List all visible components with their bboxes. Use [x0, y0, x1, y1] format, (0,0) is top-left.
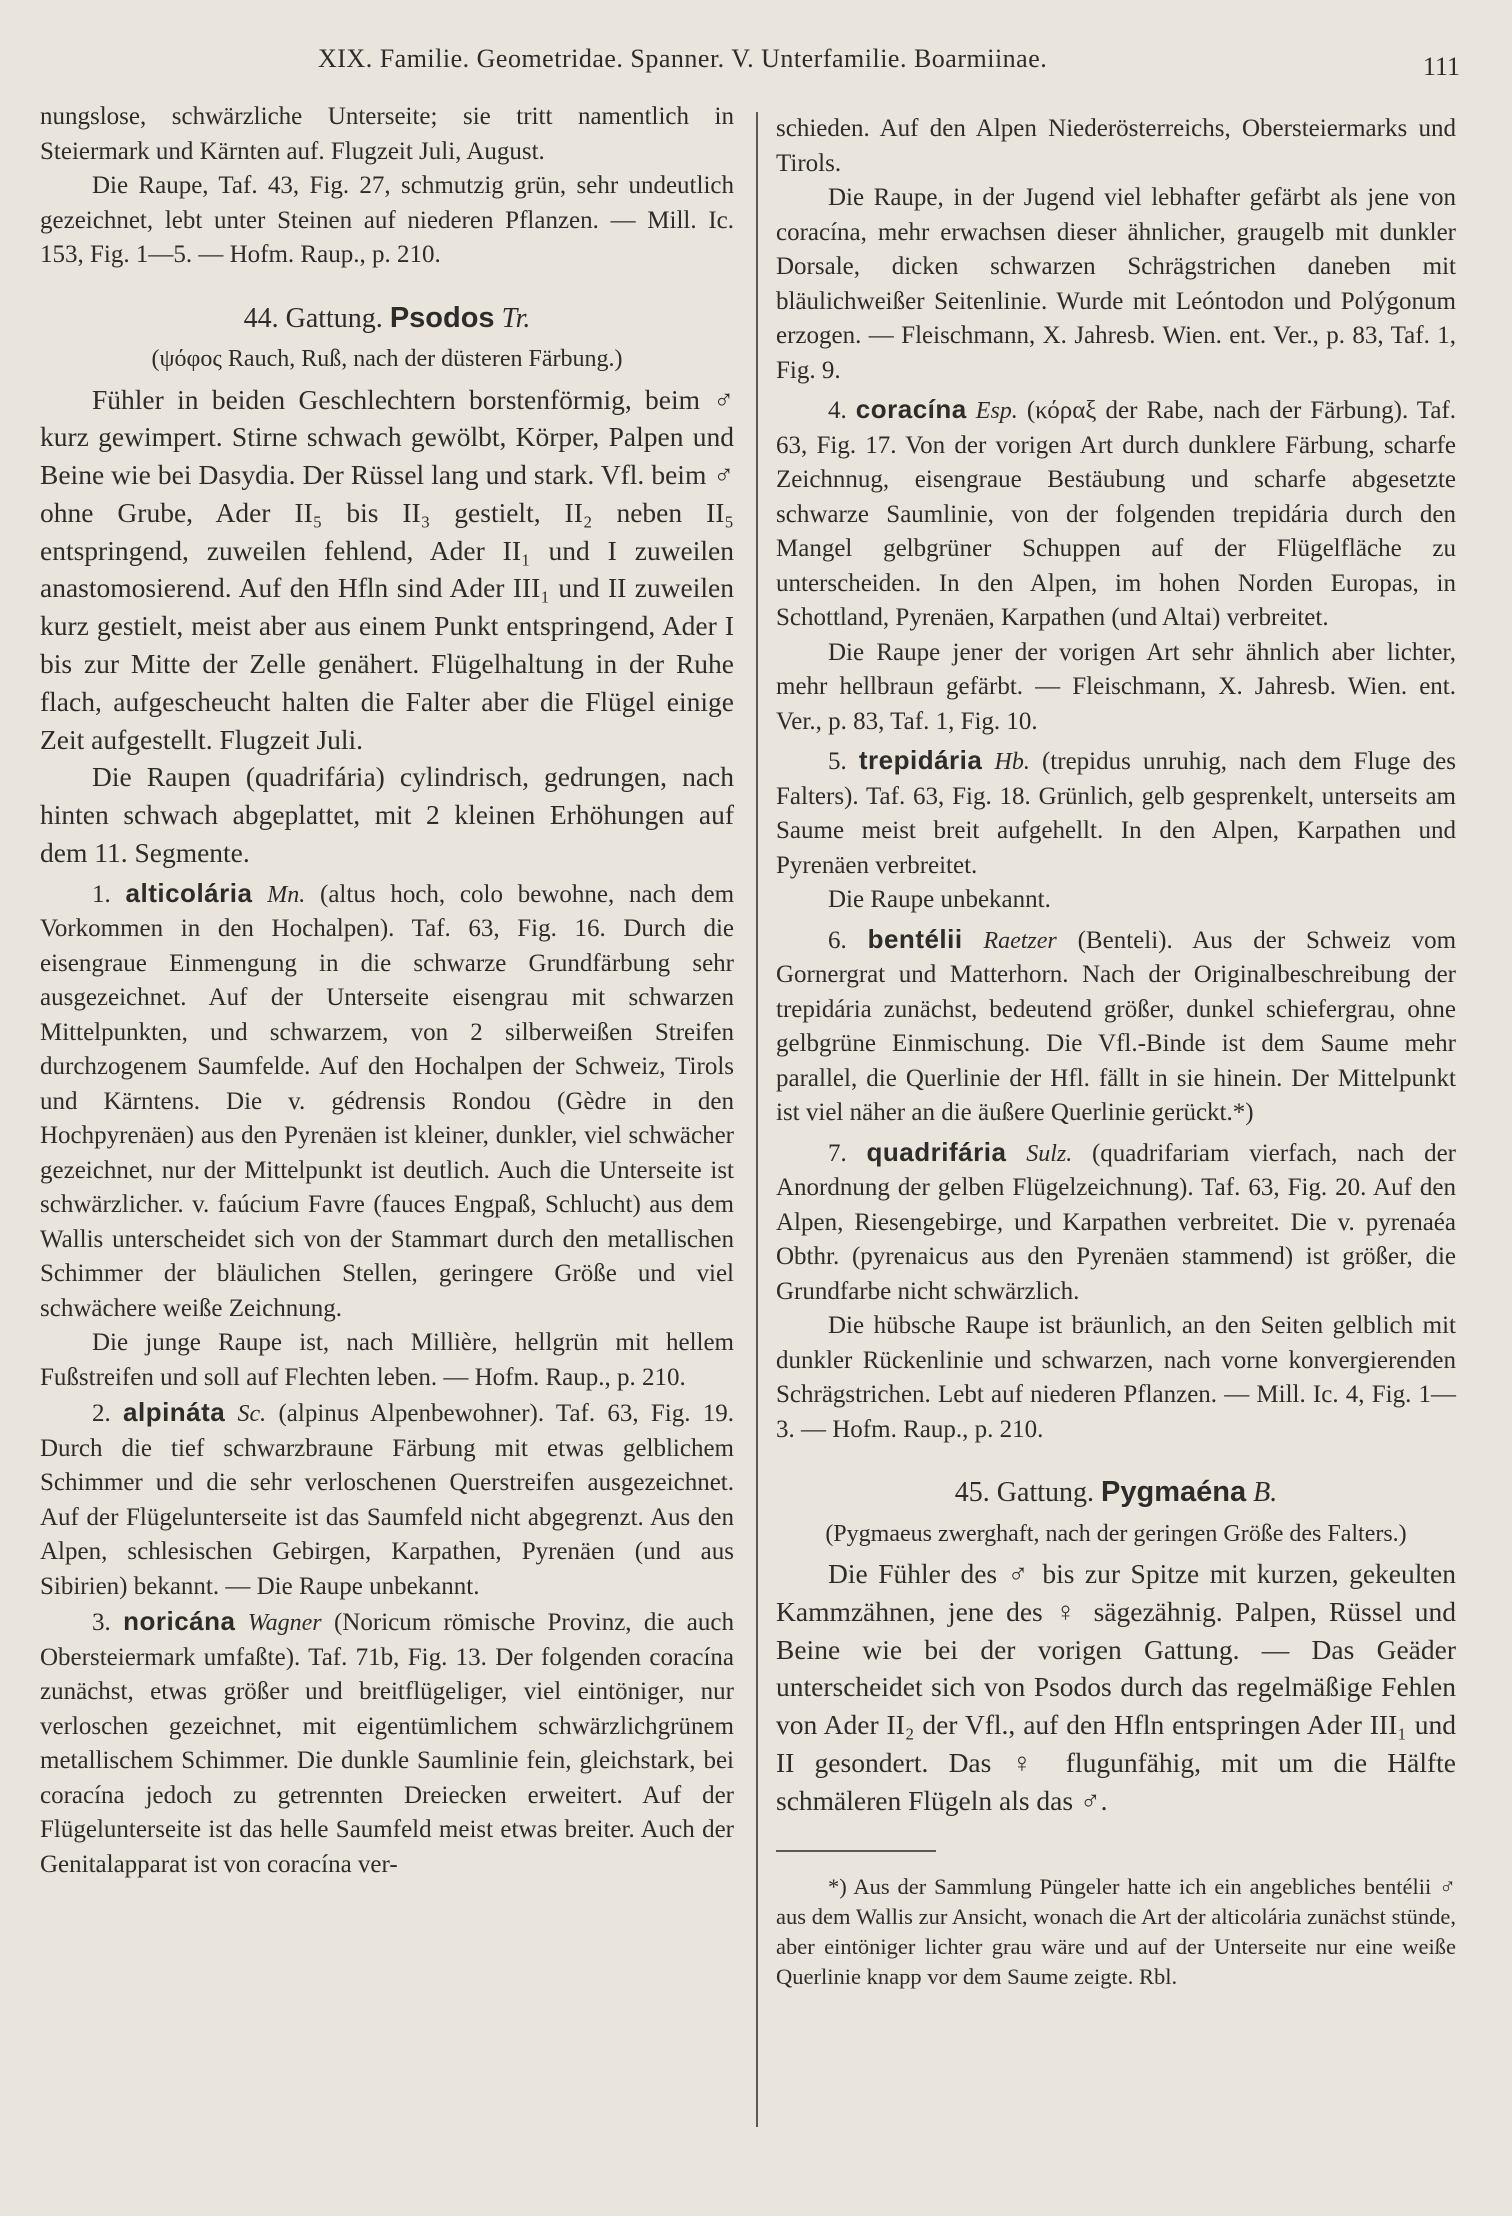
genus-name: Pygmaéna: [1101, 1476, 1247, 1508]
species-author: Esp.: [975, 398, 1018, 424]
species-text: (κόραξ der Rabe, nach der Färbung). Taf. 63, Fig. 17. Von der vorigen Art durch dunklere Färbung, scharfe Zeichnnug, eisengraue Bestäubung und scharfe abgesetzte schwarze Saumlinie, von der folgenden trepidária durch den Mangel gelbgrüner Schuppen auf der Flügelfläche zu unterscheiden. In den Alpen, im hohen Norden Europas, in Schottland, Pyrenäen, Karpathen (und Altai) verbreitet.: [776, 397, 1457, 631]
footnote: *) Aus der Sammlung Püngeler hatte ich ein angebliches bentélii ♂ aus dem Wallis zur Ansicht, wonach die Art der alticolária zunächst stünde, aber eintöniger lichter grau wäre und auf der Unterseite nur eine weiße Querlinie knapp vor dem Saume zeigte. Rbl.: [776, 1873, 1456, 1989]
genus-name: Psodos: [389, 301, 495, 334]
paragraph: Die junge Raupe ist, nach Millière, hellgrün mit hellem Fußstreifen und soll auf Flechten leben. — Hofm. Raup., p. 210.: [40, 1329, 734, 1391]
species-author: Hb.: [994, 749, 1030, 775]
species-name: quadrifária: [866, 1136, 1007, 1167]
species-entry-3: [40, 1604, 734, 1882]
left-column: [40, 100, 734, 1882]
species-number: 5.: [828, 748, 847, 775]
species-number: 1.: [92, 880, 111, 908]
species-name: bentélii: [867, 923, 963, 954]
etymology: (Pygmaeus zwerghaft, nach der geringen Größe des Falters.): [825, 1520, 1407, 1547]
species-number: 2.: [92, 1400, 111, 1428]
species-text: (Noricum römische Provinz, die auch Obersteiermark umfaßte). Taf. 71b, Fig. 13. Der folgenden coracína zunächst, etwas größer und breitflügeliger, viel eintöniger, nur verloschen gezeichnet, mit eigentümlichem schwärzlichgrünem metallischem Schimmer. Die dunkle Saumlinie fein, gleichstark, bei coracína jedoch zu getrennten Dreiecken erweitert. Auf der Flügelunterseite ist das helle Saumfeld meist etwas breiter. Auch der Genitalapparat ist von coracína ver-: [40, 1609, 734, 1878]
etymology: (ψόφος Rauch, Ruß, nach der düsteren Färbung.): [151, 346, 623, 372]
genus-author: B.: [1253, 1477, 1278, 1508]
species-name: noricána: [123, 1606, 236, 1637]
genus-author: Tr.: [501, 302, 531, 334]
species-entry-1: [40, 876, 734, 1327]
species-text: (Benteli). Aus der Schweiz vom Gornergrat und Matterhorn. Nach der Originalbeschreibung der trepidária zunächst, bedeutend größer, dunkel schiefergrau, ohne gelbgrüne Einmischung. Die Vfl.-Binde ist dem Saume mehr parallel, die Querlinie der Hfl. fällt in sie hinein. Der Mittelpunkt ist viel näher an die äußere Querlinie gerückt.*): [776, 926, 1457, 1126]
species-entry-6: [776, 922, 1456, 1131]
paragraph: Die Raupe, Taf. 43, Fig. 27, schmutzig grün, sehr undeutlich gezeichnet, lebt unter Steinen auf niederen Pflanzen. — Mill. Ic. 153, Fig. 1—5. — Hofm. Raup., p. 210.: [40, 172, 734, 268]
species-name: trepidária: [858, 745, 983, 775]
right-column: [776, 112, 1456, 1992]
species-name: alticolária: [125, 877, 253, 908]
species-author: Wagner: [247, 1610, 322, 1637]
species-number: 4.: [828, 397, 847, 424]
species-text: (altus hoch, colo bewohne, nach dem Vorkommen in den Hochalpen). Taf. 63, Fig. 16. Durch die eisengraue Einmengung in die schwarze Grundfärbung sehr ausgezeichnet. Auf der Unterseite eisengrau mit schwarzen Mittelpunkten, und schwarzem, von 2 silberweißen Streifen durchzogenem Saumfelde. Auf den Hochalpen der Schweiz, Tirols und Kärntens. Die v. gédrensis Rondou (Gèdre in den Hochpyrenäen) aus den Pyrenäen ist kleiner, dunkler, viel schwächer gezeichnet, nur der Mittelpunkt ist deutlich. Auch die Unterseite ist schwärzlicher. v. faúcium Favre (fauces Engpaß, Schlucht) aus dem Wallis unterscheidet sich von der Stammart durch den metallischen Schimmer der bläulichen Stellen, geringere Größe und viel schwächere weiße Zeichnung.: [40, 880, 735, 1322]
paragraph: schieden. Auf den Alpen Niederösterreichs, Obersteiermarks und Tirols.: [776, 115, 1456, 177]
column-divider: [756, 112, 758, 2127]
species-number: 6.: [828, 926, 847, 954]
species-author: Raetzer: [983, 927, 1057, 954]
genus-heading-45: [776, 1475, 1456, 1511]
genus-number: 44. Gattung.: [243, 302, 383, 334]
paragraph: Die Raupe unbekannt.: [828, 886, 1051, 913]
running-header: [40, 36, 1460, 86]
header-title: XIX. Familie. Geometridae. Spanner. V. Unterfamilie. Boarmiinae.: [318, 44, 1048, 73]
footnote-rule: [776, 1850, 936, 1852]
species-text: (trepidus unruhig, nach dem Fluge des Falters). Taf. 63, Fig. 18. Grünlich, gelb gesprenkelt, unterseits am Saume meist breit aufgehellt. In den Alpen, Karpathen und Pyrenäen verbreitet.: [776, 748, 1456, 879]
page-number: 111: [1422, 52, 1460, 81]
genus-number: 45. Gattung.: [954, 1477, 1095, 1508]
paragraph: Die hübsche Raupe ist bräunlich, an den Seiten gelblich mit dunkler Rückenlinie und schwarzen, nach vorne konvergierenden Schrägstrichen. Lebt auf niederen Pflanzen. — Mill. Ic. 4, Fig. 1—3. — Hofm. Raup., p. 210.: [776, 1312, 1456, 1443]
species-author: Sulz.: [1026, 1140, 1073, 1167]
species-number: 7.: [828, 1139, 847, 1167]
genus-description: Die Fühler des ♂ bis zur Spitze mit kurzen, gekeulten Kammzähnen, jene des ♀ sägezähnig. Palpen, Rüssel und Beine wie bei der vorigen Gattung. — Das Geäder unterscheidet sich von Psodos durch das regelmäßige Fehlen von Ader II₂ der Vfl., auf den Hfln entspringen Ader III₁ und II gesondert. Das ♀ flugunfähig, mit um die Hälfte schmäleren Flügeln als das ♂.: [776, 1558, 1456, 1816]
species-text: (quadrifariam vierfach, nach der Anordnung der gelben Flügelzeichnung). Taf. 63, Fig. 20. Auf den Alpen, Riesengebirge, und Karpathen verbreitet. Die v. pyrenaéa Obthr. (pyrenaicus aus den Pyrenäen stammend) ist größer, die Grundfarbe nicht schwärzlich.: [776, 1139, 1456, 1305]
species-entry-2: [40, 1395, 734, 1604]
species-name: coracína: [855, 394, 967, 424]
species-entry-4: [776, 392, 1456, 636]
species-author: Sc.: [237, 1401, 267, 1428]
genus-heading-44: [40, 301, 734, 337]
species-number: 3.: [92, 1609, 111, 1637]
species-entry-5: [776, 743, 1456, 883]
species-author: Mn.: [267, 881, 306, 908]
paragraph: Die Raupe, in der Jugend viel lebhafter gefärbt als jene von coracína, mehr erwachsen dieser ähnlicher, graugelb mit dunkler Dorsale, dicken schwarzen Schrägstrichen daneben mit bläulichweißer Seitenlinie. Wurde mit Leóntodon und Polýgonum erzogen. — Fleischmann, X. Jahresb. Wien. ent. Ver., p. 83, Taf. 1, Fig. 9.: [776, 184, 1456, 384]
genus-description: Fühler in beiden Geschlechtern borstenförmig, beim ♂ kurz gewimpert. Stirne schwach gewölbt, Körper, Palpen und Beine wie bei Dasydia. Der Rüssel lang und stark. Vfl. beim ♂ ohne Grube, Ader II₅ bis II₃ gestielt, II₂ neben II₅ entspringend, zuweilen fehlend, Ader II₁ und I zuweilen anastomosierend. Auf den Hfln sind Ader III₁ und II zuweilen kurz gestielt, meist aber aus einem Punkt entspringend, Ader I bis zur Mitte der Zelle genähert. Flügelhaltung in der Ruhe flach, aufgescheucht halten die Falter aber die Flügel einige Zeit aufgestellt. Flugzeit Juli.: [40, 383, 734, 755]
species-text: (alpinus Alpenbewohner). Taf. 63, Fig. 19. Durch die tief schwarzbraune Färbung mit etwas gelblichem Schimmer und die sehr verloschenen Querstreifen ausgezeichnet. Auf der Flügelunterseite ist das Saumfeld nicht abgegrenzt. Aus den Alpen, schlesischen Gebirgen, Karpathen, Pyrenäen (und aus Sibirien) bekannt. — Die Raupe unbekannt.: [40, 1400, 735, 1600]
paragraph: nungslose, schwärzliche Unterseite; sie tritt namentlich in Steiermark und Kärnten auf. Flugzeit Juli, August.: [40, 103, 734, 165]
larva-description: Die Raupen (quadrifária) cylindrisch, gedrungen, nach hinten schwach abgeplattet, mit 2 kleinen Erhöhungen auf dem 11. Segmente.: [40, 761, 734, 869]
paragraph: Die Raupe jener der vorigen Art sehr ähnlich aber lichter, mehr hellbraun gefärbt. — Fleischmann, X. Jahresb. Wien. ent. Ver., p. 83, Taf. 1, Fig. 10.: [776, 638, 1456, 735]
species-name: alpináta: [123, 1397, 226, 1428]
species-entry-7: [776, 1135, 1456, 1310]
